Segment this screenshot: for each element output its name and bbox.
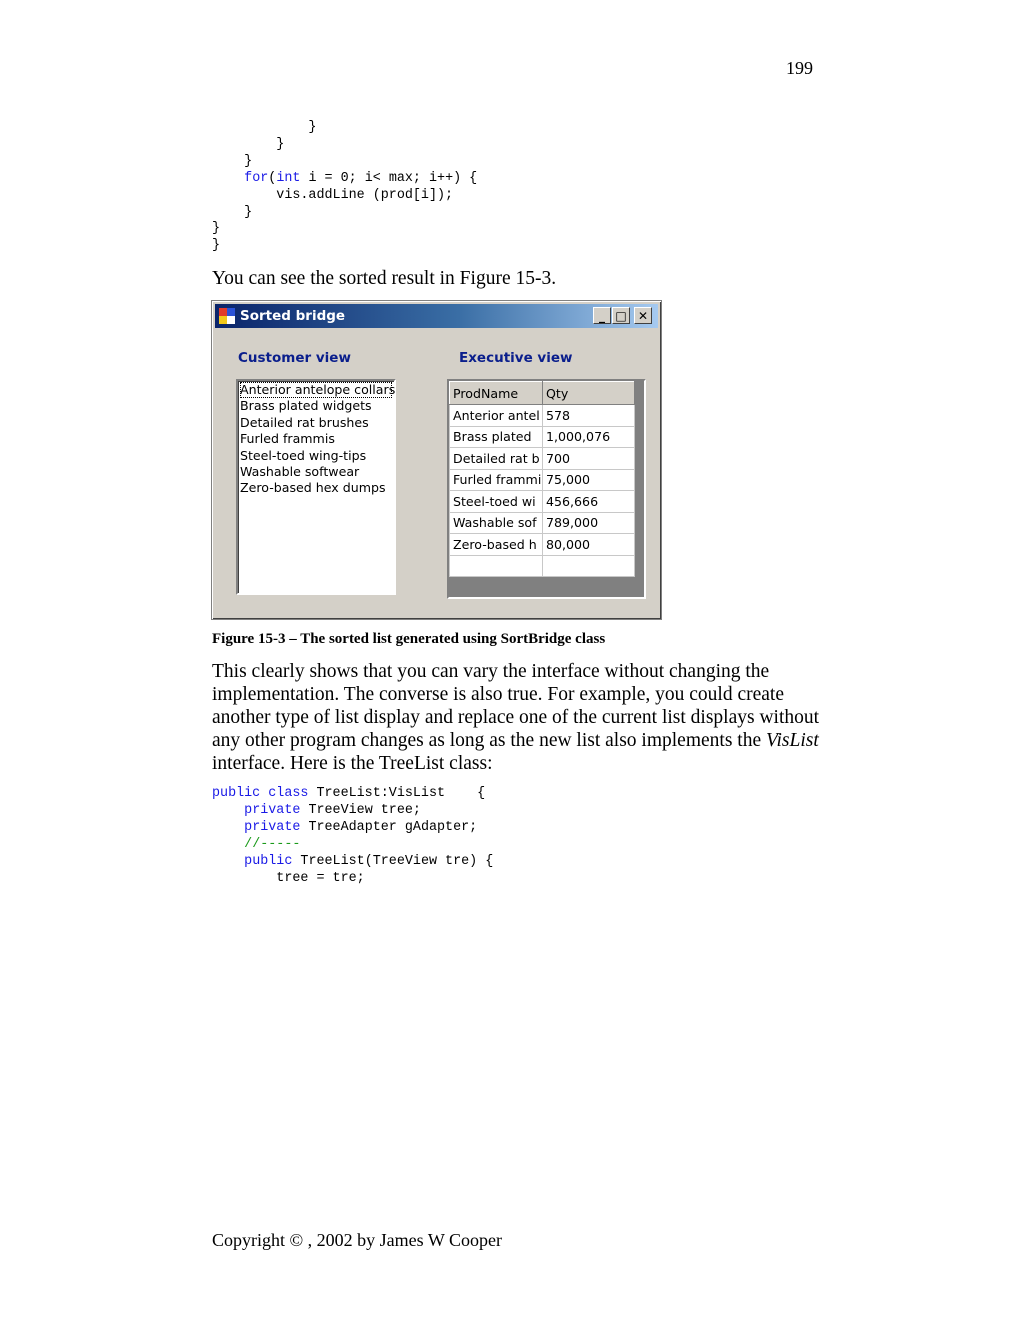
customer-view-label: Customer view (238, 350, 351, 366)
code-line: } (212, 204, 253, 220)
code-keyword: public (244, 853, 293, 869)
grid-cell[interactable]: 789,000 (543, 512, 635, 534)
code-line: } (212, 238, 221, 254)
grid-cell[interactable] (450, 555, 543, 577)
code-keyword: private (244, 802, 301, 818)
grid-cell[interactable]: Steel-toed wi (450, 491, 543, 513)
grid-cell[interactable]: Anterior antel (450, 405, 543, 427)
code-keyword: public class (212, 786, 309, 801)
close-button[interactable]: ✕ (634, 307, 652, 324)
code-keyword: int (276, 170, 301, 186)
app-icon (219, 308, 235, 324)
list-item[interactable]: Zero-based hex dumps (240, 480, 386, 496)
code-line: vis.addLine (prod[i]); (212, 187, 454, 203)
code-comment: //----- (244, 836, 301, 852)
grid-cell[interactable]: 1,000,076 (543, 426, 635, 448)
maximize-button[interactable]: □ (612, 307, 630, 324)
body-paragraph (212, 660, 824, 775)
code-text: tree = tre; (276, 870, 365, 886)
code-line: } (212, 153, 253, 169)
list-item[interactable]: Brass plated widgets (240, 398, 372, 414)
column-header-prodname[interactable]: ProdName (450, 382, 543, 405)
grid-cell[interactable]: 75,000 (543, 469, 635, 491)
grid-cell[interactable]: 80,000 (543, 534, 635, 556)
executive-datagrid[interactable] (447, 379, 646, 599)
code-keyword: private (244, 819, 301, 835)
grid-cell[interactable]: 700 (543, 448, 635, 470)
code-keyword: for (244, 170, 269, 186)
code-block-top: } } } for(int i = 0; i< max; i++) { vis.addLine (prod[i]); } } } (212, 120, 478, 254)
executive-view-label: Executive view (459, 350, 573, 366)
body-text: interface. Here is the TreeList class: (212, 753, 493, 774)
body-text-italic: VisList (766, 730, 819, 751)
grid-cell[interactable]: 578 (543, 405, 635, 427)
column-header-qty[interactable]: Qty (543, 382, 635, 405)
grid-cell[interactable]: Brass plated (450, 426, 543, 448)
code-text: TreeAdapter gAdapter; (300, 819, 478, 835)
table-row-new[interactable] (450, 555, 635, 577)
grid-cell[interactable]: Furled frammi (450, 469, 543, 491)
copyright-footer: Copyright © , 2002 by James W Cooper (212, 1230, 502, 1250)
grid-cell[interactable]: Washable sof (450, 512, 543, 534)
title-bar[interactable] (215, 304, 658, 328)
customer-listbox[interactable] (236, 379, 396, 595)
code-line: } (212, 120, 317, 135)
table-row[interactable] (450, 512, 635, 534)
grid-cell[interactable] (543, 555, 635, 577)
table-row[interactable] (450, 469, 635, 491)
minimize-button[interactable]: _ (593, 307, 611, 324)
page-number: 199 (786, 58, 813, 78)
grid-cell[interactable]: Zero-based h (450, 534, 543, 556)
list-item[interactable]: Furled frammis (240, 431, 335, 447)
table-row[interactable] (450, 448, 635, 470)
table-row[interactable] (450, 426, 635, 448)
code-block-bottom (212, 786, 493, 887)
grid-cell[interactable]: Detailed rat b (450, 448, 543, 470)
code-line: } (212, 136, 285, 152)
sorted-bridge-window (211, 300, 662, 620)
code-text: TreeList(TreeView tre) { (292, 853, 494, 869)
window-title: Sorted bridge (240, 308, 346, 324)
figure-caption: Figure 15-3 – The sorted list generated using SortBridge class (212, 631, 606, 647)
code-text: TreeView tree; (300, 802, 421, 818)
intro-paragraph: You can see the sorted result in Figure 15-3. (212, 268, 557, 289)
list-item[interactable]: Detailed rat brushes (240, 414, 369, 430)
grid-cell[interactable]: 456,666 (543, 491, 635, 513)
list-item[interactable]: Steel-toed wing-tips (240, 447, 367, 463)
table-row[interactable] (450, 491, 635, 513)
list-item[interactable]: Anterior antelope collars (240, 382, 396, 397)
list-item[interactable]: Washable softwear (240, 463, 360, 479)
code-line: } (212, 221, 221, 237)
table-row[interactable] (450, 534, 635, 556)
code-text: TreeList:VisList { (308, 786, 486, 801)
grid-header-row (450, 382, 635, 405)
table-row[interactable] (450, 405, 635, 427)
body-text: This clearly shows that you can vary the interface without changing the implementation. The converse is also true. For example, you could create another type of list display and replace one of the current list displays without any other program changes as long as the new list also implements the (212, 661, 820, 751)
